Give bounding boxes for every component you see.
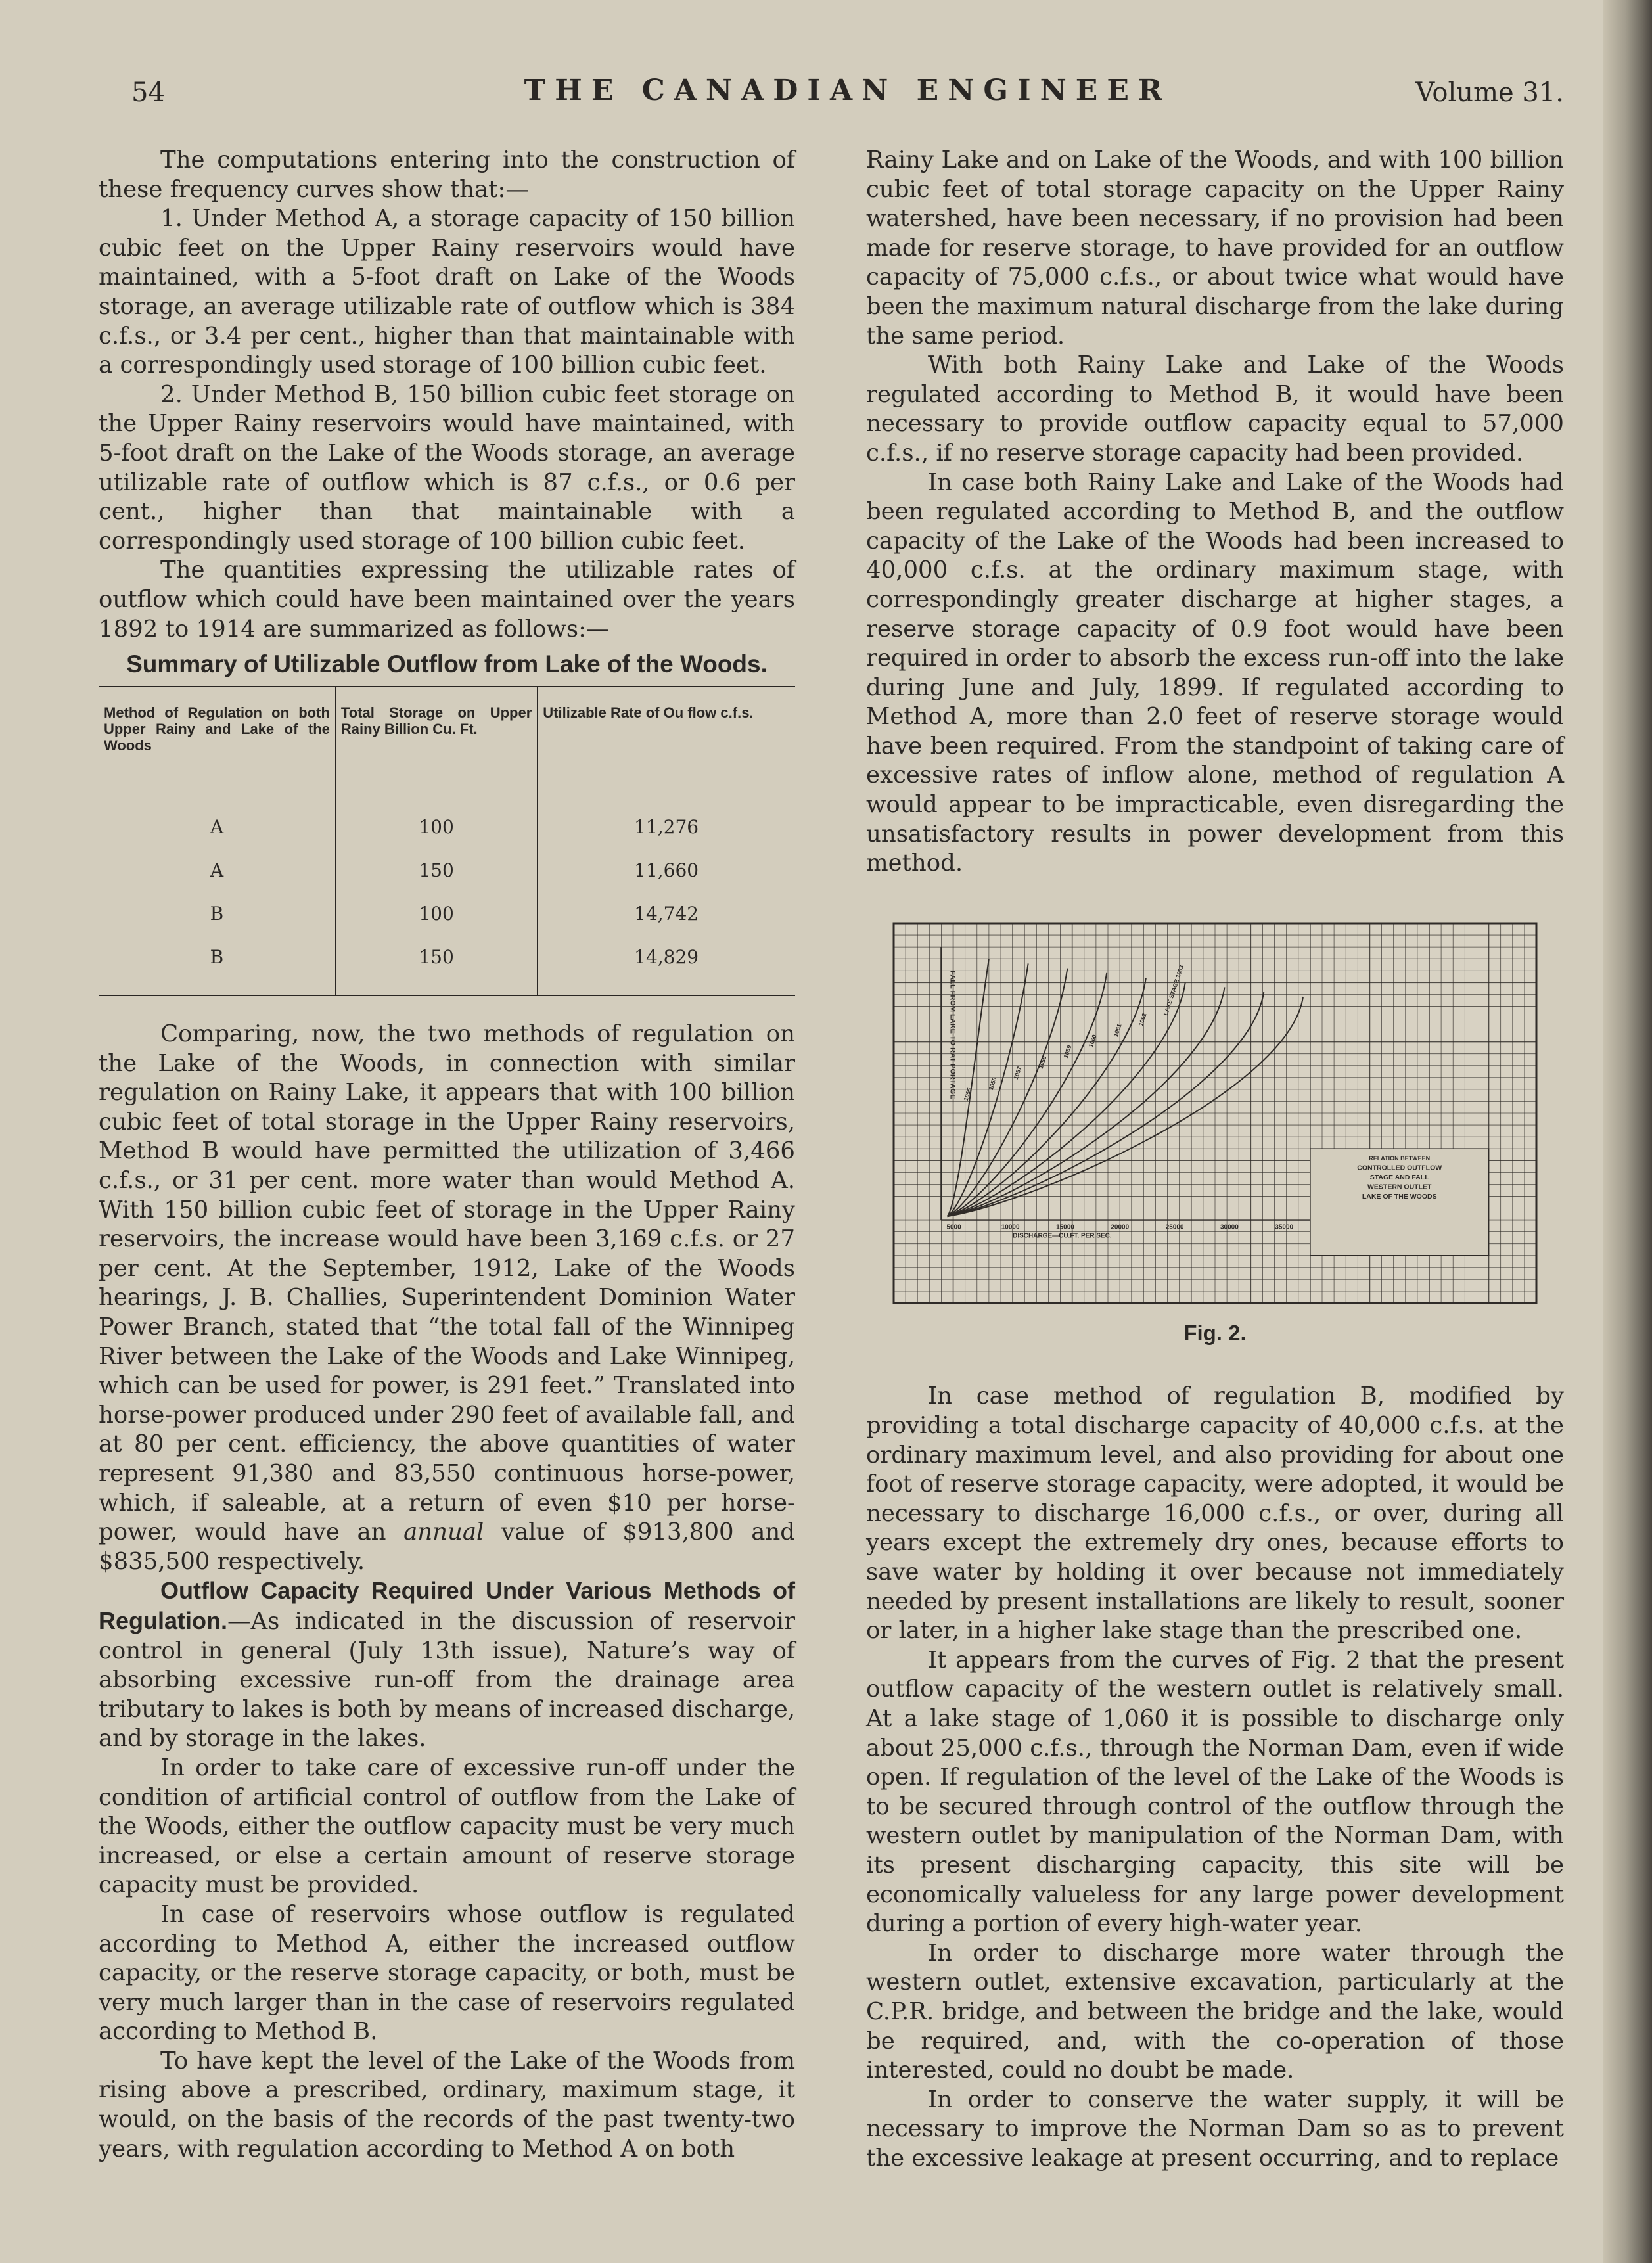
header-cell: Method of Regulation on both Upper Rainy and Lake of the Woods [99,687,335,779]
legend-line: LAKE OF THE WOODS [1362,1193,1437,1201]
table-cell: 11,660 [538,849,795,892]
journal-title: THE CANADIAN ENGINEER [524,74,1172,107]
y-axis-label: FALL FROM LAKE TO RAT PORTAGE [948,971,957,1099]
paragraph: In order to conserve the water supply, it will be necessary to improve the Norman Dam so as to prevent the excessive leakage at present occurring, and to replace [866,2086,1564,2172]
page-number: 54 [131,78,165,108]
running-head [131,74,1564,113]
x-tick-label: 10000 [1001,1223,1020,1231]
paragraph: Rainy Lake and on Lake of the Woods, and with 100 billion cubic feet of total storage capacity on the Upper Rainy watershed, have been necessary, if no provision had been made for reserve storage, to have provided for an outflow capacity of 75,000 c.f.s., or about twice what would have been the maximum natural discharge from the lake during the same period. [866,147,1564,350]
paragraph [99,1020,795,1576]
table-cell: B [210,946,224,968]
table-cell: B [210,902,224,925]
curve-label: 1061 [1112,1022,1123,1038]
curve-label: LAKE STAGE 1063 [1162,964,1185,1017]
legend-line: CONTROLLED OUTFLOW [1357,1164,1442,1172]
paragraph [99,1576,795,1754]
x-tick-label: 30000 [1220,1223,1239,1231]
paragraph: In case method of regulation B, modified by providing a total discharge capacity of 40,000 c.f.s. at the ordinary maximum level, and also providing for about one foot of reserve storage capacity, were adopted, it would be necessary to discharge 16,000 c.f.s., or over, during all years except the extremely dry ones, because efforts to save water by holding it over because not immediately needed by present installations are likely to result, sooner or later, in a higher lake stage than the prescribed one. [866,1383,1564,1645]
header-cell: Utilizable Rate of Ou flow c.f.s. [538,687,795,779]
table-cell: A [210,859,224,881]
table-row [99,892,795,936]
curve-label: 1058 [1037,1055,1048,1070]
x-tick-label: 20000 [1111,1223,1130,1231]
table-cell: A [210,815,224,838]
paragraph: In order to take care of excessive run-off under the condition of artificial control of outflow from the Lake of the Woods, either the outflow capacity must be very much increased, or else a certain amount of reserve storage capacity must be provided. [99,1754,795,1899]
curve-label: 1062 [1137,1012,1148,1027]
right-column [866,146,1564,2173]
table-cell: 14,742 [538,892,795,936]
outflow-summary-table [99,686,795,996]
paragraph-text: value of $913,800 and $835,500 respectively. [99,1519,795,1575]
table-row [99,779,795,850]
legend-line: STAGE AND FALL [1369,1174,1429,1182]
curve-label: 1060 [1087,1033,1098,1049]
paragraph: 2. Under Method B, 150 billion cubic feet storage on the Upper Rainy reservoirs would have maintained, with 5-foot draft on the Lake of the Woods storage, an average utilizable rate of outflow which is 87 c.f.s., or 0.6 per cent., higher than that maintainable with a correspondingly used storage of 100 billion cubic feet. [99,380,795,555]
curve-label: 1057 [1012,1065,1023,1080]
curve-label: 1056 [987,1076,998,1091]
paragraph: With both Rainy Lake and Lake of the Woods regulated according to Method B, it would have been necessary to provide outflow capacity equal to 57,000 c.f.s., if no reserve storage capacity had been provided. [866,352,1564,467]
paragraph: 1. Under Method A, a storage capacity of 150 billion cubic feet on the Upper Rainy reservoirs would have maintained, with a 5-foot draft on Lake of the Woods storage, an average utilizable rate of outflow which is 384 c.f.s., or 3.4 per cent., higher than that maintainable with a correspondingly used storage of 100 billion cubic feet. [99,205,795,379]
paragraph: To have kept the level of the Lake of the Woods from rising above a prescribed, ordinary, maximum stage, it would, on the basis of the records of the past twenty-two years, with regulation according to Method A on both [99,2047,795,2162]
header-cell: Total Storage on Upper Rainy Billion Cu. Ft. [335,687,537,779]
paragraph: The quantities expressing the utilizable rates of outflow which could have been maintained over the years 1892 to 1914 are summarized as follows:— [99,557,795,643]
paragraph: In case both Rainy Lake and Lake of the Woods had been regulated according to Method B, and the outflow capacity of the Lake of the Woods had been increased to 40,000 c.f.s. at the ordinary maximum stage, with correspondingly greater discharge at higher stages, a reserve storage capacity of 0.9 foot would have been required in order to absorb the excess run-off into the lake during June and July, 1899. If regulated according to Method A, more than 2.0 feet of reserve storage would have been required. From the standpoint of taking care of excessive rates of inflow alone, method of regulation A would appear to be impracticable, even disregarding the unsatisfactory results in power development from this method. [866,469,1564,877]
legend-line: WESTERN OUTLET [1367,1183,1432,1191]
italic-word: annual [403,1519,484,1546]
x-axis-label: DISCHARGE—CU.FT. PER SEC. [1013,1232,1112,1240]
x-tick-label: 35000 [1275,1223,1294,1231]
table-cell: 100 [335,779,537,850]
curve-label: 1059 [1062,1044,1073,1059]
stage-discharge-graph [890,919,1540,1307]
table-row [99,936,795,995]
table-header-row [99,687,795,779]
paragraph: It appears from the curves of Fig. 2 that the present outflow capacity of the western outlet is relatively small. At a lake stage of 1,060 it is possible to discharge only about 25,000 c.f.s., through the Norman Dam, even if wide open. If regulation of the level of the Lake of the Woods is to be secured through control of the outflow through the western outlet by manipulation of the Norman Dam, with its present discharging capacity, this site will be economically valueless for any large power development during a portion of every high-water year. [866,1646,1564,1938]
paragraph-text: Comparing, now, the two methods of regulation on the Lake of the Woods, in connection with similar regulation on Rainy Lake, it appears that with 100 billion cubic feet of total storage in the Upper Rainy reservoirs, Method B would have permitted the utilization of 3,466 c.f.s., or 31 per cent. more water than would Method A. With 150 billion cubic feet of storage in the Upper Rainy reservoirs, the increase would have been 3,169 c.f.s. or 27 per cent. At the September, 1912, Lake of the Woods hearings, J. B. Challies, Superintendent Dominion Water Power Branch, stated that “the total fall of the Winnipeg River between the Lake of the Woods and Lake Winnipeg, which can be used for power, is 291 feet.” Translated into horse-power produced under 290 feet of available fall, and at 80 per cent. efficiency, the above quantities of water represent 91,380 and 83,550 continuous horse-power, which, if saleable, at a return of even $10 per horse-power, would have an [99,1020,795,1546]
x-tick-label: 5000 [946,1223,961,1231]
x-tick-label: 15000 [1056,1223,1074,1231]
table-title: Summary of Utilizable Outflow from Lake of the Woods. [126,651,768,678]
curve-label: 1055 [962,1087,973,1102]
paragraph: In order to discharge more water through the western outlet, extensive excavation, particularly at the C.P.R. bridge, and between the bridge and the lake, would be required, and, with the co-operation of those interested, could no doubt be made. [866,1939,1564,2084]
left-column [99,146,795,2164]
paragraph: In case of reservoirs whose outflow is regulated according to Method A, either the increased outflow capacity, or the reserve storage capacity, or both, must be very much larger than in the case of reservoirs regulated according to Method B. [99,1900,795,2046]
legend-line: RELATION BETWEEN [1369,1155,1431,1162]
paragraph-text: —As indicated in the discussion of reservoir control in general (July 13th issue), Nature’s way of absorbing excessive run-off from the drainage area tributary to lakes is both by means of increased discharge, and by storage in the lakes. [99,1607,795,1752]
section-heading: Outflow Capacity Required Under Various Methods of Regulation. [99,1577,795,1634]
table-cell: 14,829 [538,936,795,995]
binding-shadow [1603,0,1652,2263]
paragraph: The computations entering into the construction of these frequency curves show that:— [99,147,795,203]
table-cell: 11,276 [538,779,795,850]
volume-label: Volume 31. [1415,78,1564,108]
table-cell: 100 [335,892,537,936]
figure-2 [886,919,1544,1348]
table-row [99,849,795,892]
table-cell: 150 [335,849,537,892]
table-cell: 150 [335,936,537,995]
x-tick-label: 25000 [1165,1223,1184,1231]
figure-caption: Fig. 2. [1183,1320,1247,1345]
